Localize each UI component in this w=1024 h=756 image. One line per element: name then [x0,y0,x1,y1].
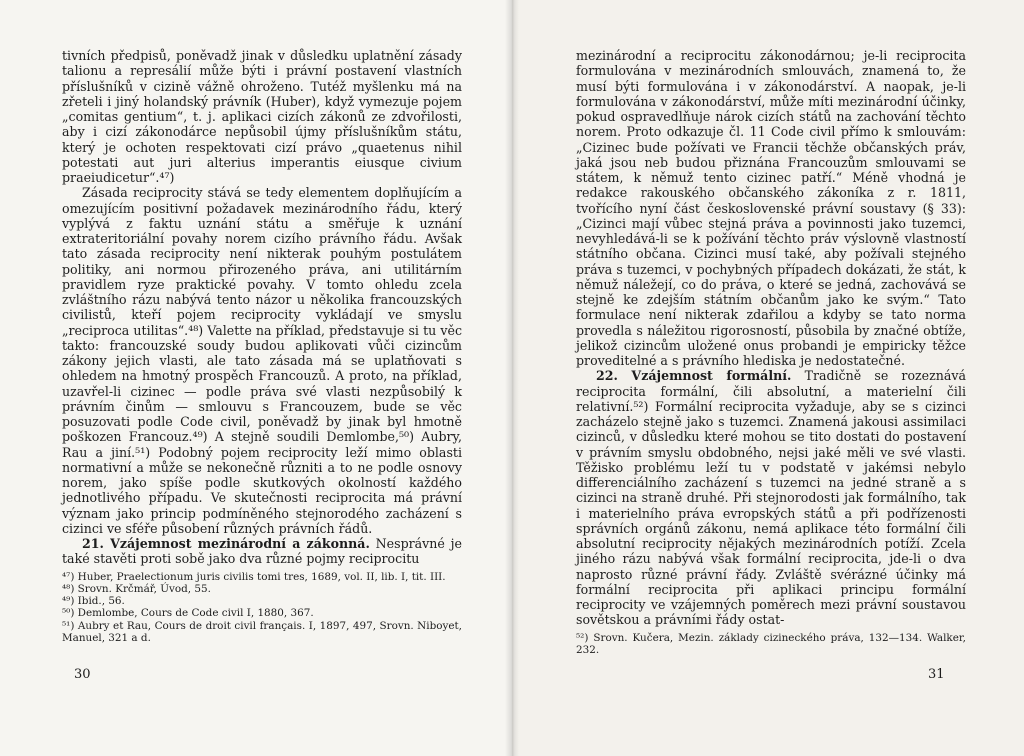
section-21 [62,536,462,567]
footnote-48: ⁴⁸) Srovn. Krčmář, Úvod, 55. [62,582,211,595]
page-number-left: 30 [74,667,91,682]
section-22-heading: 22. Vzájemnost formální. [596,368,792,384]
right-text-column [576,48,966,656]
right-footnotes [576,632,966,657]
book-gutter [505,0,519,756]
section-21-text: Nesprávné je také stavěti proti sobě jako dva různé pojmy reciprocitu [62,536,462,567]
left-paragraph-1: tivních předpisů, poněvadž jinak v důsledku uplatnění zásady talionu a represálií může býti i právní postavení vlastních příslušníků v cizině vážně ohroženo. Tutéž myšlenku má na zřeteli i jiný holandský právník (Huber), když vymezuje pojem „comitas gentium“, t. j. aplikaci cizích zákonů ze zdvořilosti, aby i cizí zákonodárce nepůsobil újmy příslušníkům státu, který je ochoten respektovati cizí právo „quaetenus nihil potestati aut juri alterius imperantis eiusque civium praeiudicetur“.⁴⁷) [62,48,462,185]
footnote-47: ⁴⁷) Huber, Praelectionum juris civilis tomi tres, 1689, vol. II, lib. I, tit. III. [62,570,446,583]
page-number-right: 31 [928,667,945,682]
footnote-50: ⁵⁰) Demlombe, Cours de Code civil I, 1880, 367. [62,607,314,620]
section-22 [576,368,966,627]
footnote-52: ⁵²) Srovn. Kučera, Mezin. základy cizineckého práva, 132—134. Walker, 232. [576,631,966,656]
section-21-heading: 21. Vzájemnost mezinárodní a zákonná. [82,536,370,551]
section-22-text: Tradičně se rozeznává reciprocita formální, čili absolutní, a materielní čili relativní.⁵²) Formální reciprocita vyžaduje, aby se s cizinci zacházelo stejně jako s tuzemci. Znamená jakousi assimilaci cizinců, v důsledku které mohou se tito dostati do postavení v právním smyslu obdobného, nejsi jaké měli ve své vlasti. Těžisko problému leží tu v podstatě v jakémsi nebylo differenciálního zacházení s tuzemci na jedné straně a s cizinci na straně druhé. Při stejnorodosti jak formálního, tak i materielního práva evropských států a při podřízenosti správních orgánů zákonu, nemá aplikace této formální čili absolutní reciprocity nějakých mezinárodních potíží. Zcela jiného rázu nabývá však formální reciprocita, jde-li o dva naprosto různé právní řády. Zvláště svérázné účinky má formální reciprocita při aplikaci principu formální reciprocity ve vzájemných poměrech mezi právní soustavou sovětskou a právními řády ostat- [576,368,966,628]
footnote-49: ⁴⁹) Ibid., 56. [62,595,125,608]
left-footnotes [62,571,462,645]
left-text-column [62,48,462,644]
footnote-51: ⁵¹) Aubry et Rau, Cours de droit civil français. I, 1897, 497, Srovn. Niboyet, Manuel, 321 a d. [62,619,462,644]
right-paragraph-1: mezinárodní a reciprocitu zákonodárnou; je-li reciprocita formulována v mezinárodních smlouvách, znamená to, že musí býti formulována i v zákonodárství. A naopak, je-li formulována v zákonodárství, může míti mezinárodní účinky, pokud ospravedlňuje nárok cizích států na zachování těchto norem. Proto odkazuje čl. 11 Code civil přímo k smlouvám: „Cizinec bude požívati ve Francii těchže občanských práv, jaká jsou neb budou přiznána Francouzům smlouvami se státem, k němuž tento cizinec patří.“ Méně vhodná je redakce rakouského občanského zákoníka z r. 1811, tvořícího nyní část československé právní soustavy (§ 33): „Cizinci mají vůbec stejná práva a povinnosti jako tuzemci, nevyhledává-li se k požívání těchto práv výslovně vlastností státního občana. Cizinci musí také, aby požívali stejného práva s tuzemci, v pochybných případech dokázati, že stát, k němuž náležejí, co do práva, o které se jedná, zachovává se stejně ke zdejším státním občanům jako ke svým.“ Tato formulace není nikterak zdařilou a kdyby se tato norma provedla s náležitou rigorosností, působila by značné obtíže, jelikož cizincům uložené onus probandi je empiricky těžce proveditelné a s právního hlediska je nedostatečné. [576,48,966,368]
right-page [512,0,1024,756]
left-paragraph-2: Zásada reciprocity stává se tedy elementem doplňujícím a omezujícím positivní požadavek mezinárodního řádu, který vyplývá z faktu uznání státu a směřuje k uznání extrateritoriální povahy norem cizího právního řádu. Avšak tato zásada reciprocity není nikterak pouhým postulátem politiky, ani normou přirozeného práva, ani utilitárním pravidlem ryze praktické povahy. V tomto ohledu zcela zvláštního rázu nabývá tento názor u několika francouzských civilistů, kteří pojem reciprocity vykládají ve smyslu „reciproca utilitas“.⁴⁸) Valette na příklad, představuje si tu věc takto: francouzské soudy budou aplikovati vůči cizincům zákony jejich vlasti, ale tato zásada má se uplatňovati s ohledem na hmotný prospěch Francouzů. A proto, na příklad, uzavřel-li cizinec — podle práva své vlasti nezpůsobilý k právním činům — smlouvu s Francouzem, bude se věc posuzovati podle Code civil, poněvadž by jinak byl hmotně poškozen Francouz.⁴⁹) A stejně soudili Demlombe,⁵⁰) Aubry, Rau a jiní.⁵¹) Podobný pojem reciprocity leží mimo oblasti normativní a může se nekonečně různiti a to ne podle osnovy norem, jako spíše podle skutkových okolností každého jednotlivého případu. Ve skutečnosti reciprocita má právní význam jako princip podmíněného stejnorodého zacházení s cizinci ve sféře působení různých právních řádů. [62,185,462,536]
